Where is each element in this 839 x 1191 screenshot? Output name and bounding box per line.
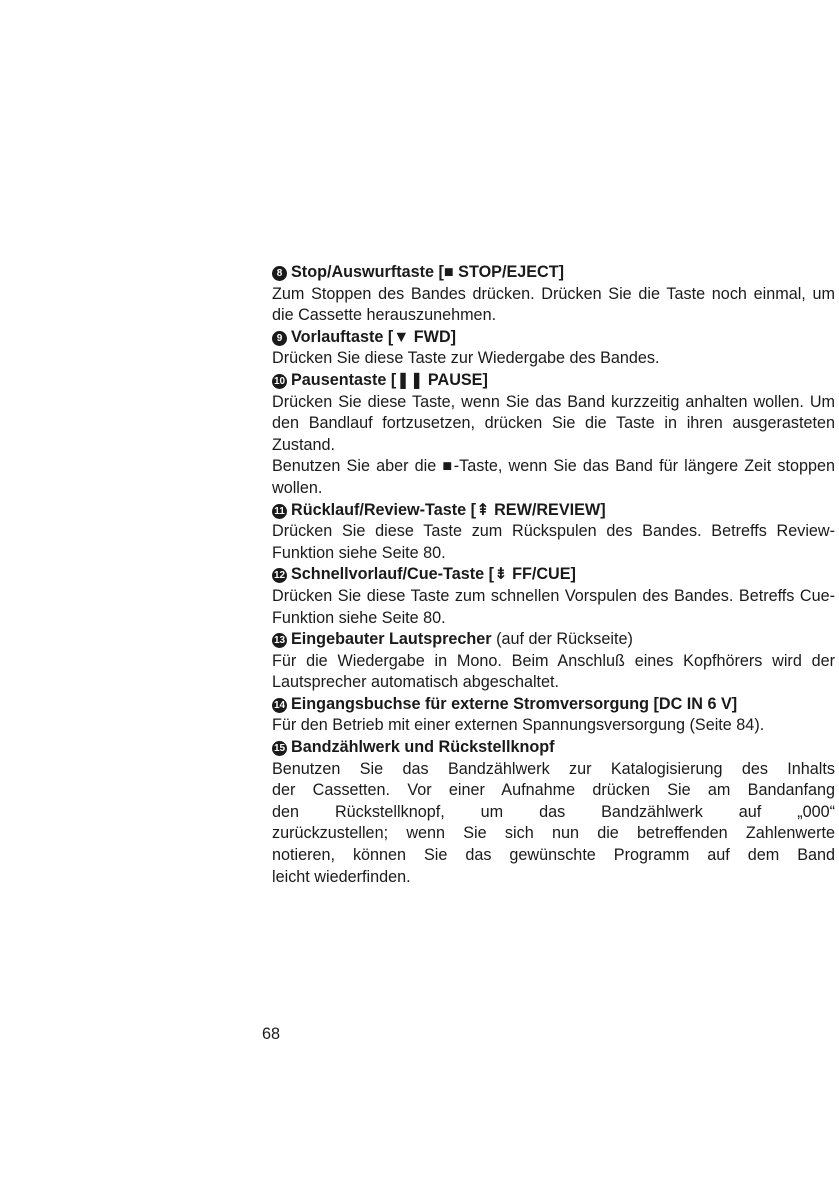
section-title: Vorlauftaste	[291, 327, 384, 346]
item-number-badge: 12	[273, 570, 286, 582]
section-title: Pausentaste	[291, 370, 387, 389]
section-body: Drücken Sie diese Taste zum schnellen Vorspulen des Bandes. Betreffs Cue-Funktion siehe Seite 80.	[272, 586, 835, 627]
section-body-line: den Rückstellknopf, um das Bandzählwerk auf „000“	[272, 802, 835, 821]
section-body: Drücken Sie diese Taste, wenn Sie das Band kurzzeitig anhalten wollen. Um den Bandlauf fortzusetzen, drücken Sie die Taste in ihren ausgerasteten Zustand.	[272, 392, 835, 454]
pause-icon: ❚❚	[396, 370, 424, 389]
item-number-badge: 13	[273, 635, 286, 647]
section-heading-stop-eject: 8 Stop/Auswurftaste [■ STOP/EJECT]	[272, 262, 835, 284]
item-number-badge: 9	[272, 331, 287, 346]
section-title: Eingangsbuchse für externe Stromversorgung [DC IN 6 V]	[291, 694, 738, 713]
section-title-suffix: (auf der Rückseite)	[491, 630, 633, 649]
item-number-badge: 15	[273, 743, 286, 755]
item-number-badge: 11	[272, 504, 287, 519]
play-forward-icon: ▼	[393, 327, 410, 346]
section-heading-tape-counter	[272, 737, 835, 759]
section-title: Bandzählwerk und Rückstellknopf	[291, 738, 555, 757]
section-body-line: notieren, können Sie das gewünschte Programm auf dem Band	[272, 846, 835, 865]
section-heading-rewind-review: 11 Rücklauf/Review-Taste [⇞ REW/REVIEW]	[272, 500, 835, 522]
section-heading-dc-input	[272, 694, 835, 716]
section-title: Eingebauter Lautsprecher	[291, 630, 492, 649]
key-label: PAUSE]	[423, 370, 488, 389]
item-number-badge: 10	[273, 375, 286, 387]
section-body-line: Benutzen Sie das Bandzählwerk zur Katalogisierung des Inhalts	[272, 759, 835, 778]
section-title: Rücklauf/Review-Taste	[291, 500, 467, 519]
section-title: Schnellvorlauf/Cue-Taste	[291, 565, 485, 584]
rewind-icon: ⇞	[476, 500, 490, 519]
key-label: STOP/EJECT]	[453, 263, 565, 281]
section-heading-forward: 9 Vorlauftaste [▼ FWD]	[272, 327, 835, 349]
section-body-line: leicht wiederfinden.	[272, 867, 411, 886]
section-body: Für die Wiedergabe in Mono. Beim Anschluß eines Kopfhörers wird der Lautsprecher automatisch abgeschaltet.	[272, 651, 835, 692]
section-body-line: zurückzustellen; wenn Sie sich nun die betreffenden Zahlenwerte	[272, 824, 835, 843]
stop-icon: ■	[443, 263, 454, 281]
section-body: Drücken Sie diese Taste zur Wiedergabe des Bandes.	[272, 349, 660, 368]
item-number-badge: 14	[273, 699, 286, 711]
section-body-note: Benutzen Sie aber die ■-Taste, wenn Sie das Band für längere Zeit stoppen wollen.	[272, 457, 835, 497]
page-number: 68	[262, 1025, 281, 1043]
section-body: Drücken Sie diese Taste zum Rückspulen des Bandes. Betreffs Review-Funktion siehe Seite 80.	[272, 522, 835, 562]
key-label: FWD]	[409, 327, 457, 346]
section-title: Stop/Auswurftaste	[291, 263, 435, 281]
section-body-line: der Cassetten. Vor einer Aufnahme drücken Sie am Bandanfang	[272, 781, 835, 800]
key-label: REW/REVIEW]	[489, 500, 606, 519]
fast-forward-icon: ⇟	[494, 565, 508, 584]
key-label: FF/CUE]	[507, 565, 576, 584]
section-heading-speaker	[272, 629, 835, 651]
section-body: Zum Stoppen des Bandes drücken. Drücken Sie die Taste noch einmal, um die Cassette herauszunehmen.	[272, 284, 835, 325]
manual-content	[272, 262, 835, 888]
item-number-badge: 8	[272, 266, 287, 281]
section-body: Für den Betrieb mit einer externen Spannungsversorgung (Seite 84).	[272, 716, 765, 735]
section-heading-fast-forward-cue: 12 Schnellvorlauf/Cue-Taste [⇟ FF/CUE]	[273, 565, 576, 584]
section-heading-pause: 10 Pausentaste [❚❚ PAUSE]	[273, 370, 488, 389]
